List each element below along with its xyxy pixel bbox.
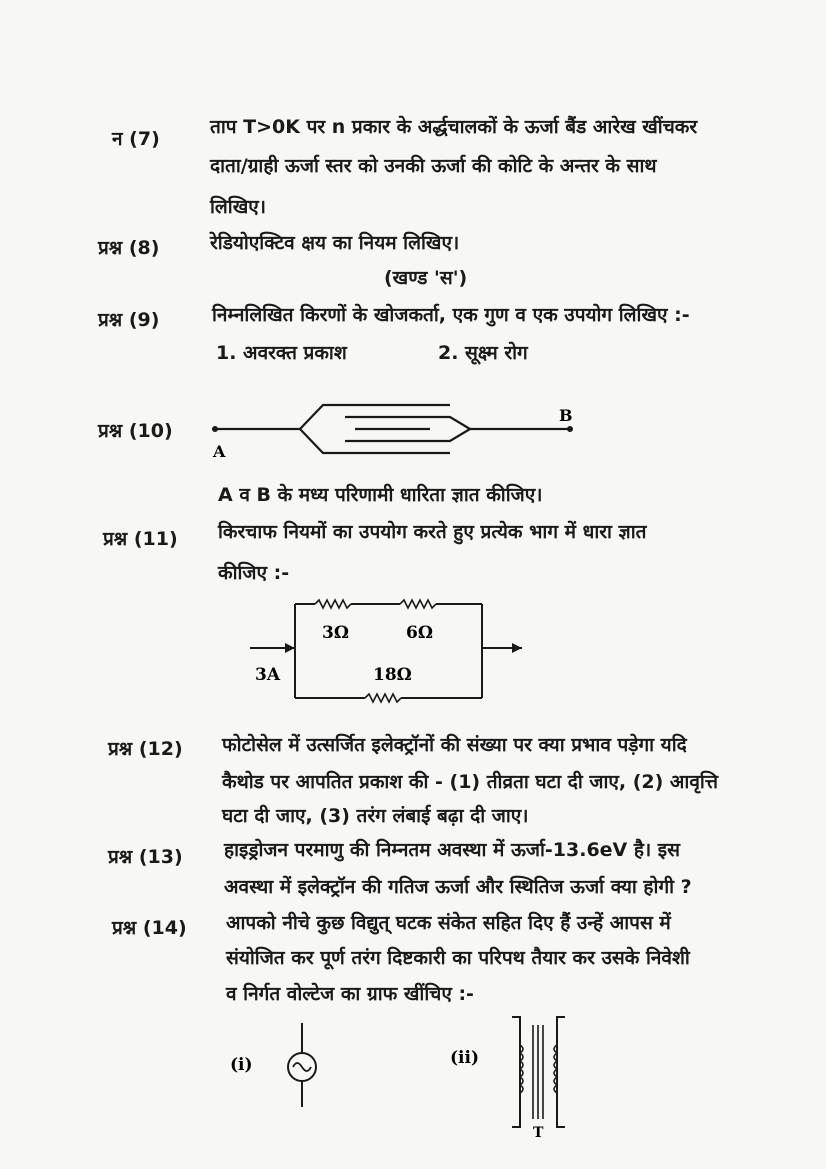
question-12-line-1: फोटोसेल में उत्सर्जित इलेक्ट्रॉनों की संख्या पर क्या प्रभाव पड़ेगा यदि (222, 734, 687, 756)
label-18-ohm: 18Ω (373, 665, 412, 685)
question-8-label: प्रश्न (8) (98, 237, 160, 259)
question-12-line-3: घटा दी जाए, (3) तरंग लंबाई बढ़ा दी जाए। (222, 805, 529, 827)
question-12-label: प्रश्न (12) (108, 738, 183, 760)
question-10-label: प्रश्न (10) (98, 420, 173, 442)
question-10-line-1: A व B के मध्य परिणामी धारिता ज्ञात कीजिए। (218, 484, 543, 506)
question-7-line-3: लिखिए। (210, 196, 266, 218)
question-9-item-1: 1. अवरक्त प्रकाश (216, 342, 347, 364)
question-14-line-3: व निर्गत वोल्टेज का ग्राफ खींचिए :- (226, 983, 474, 1005)
question-14-line-1: आपको नीचे कुछ विद्युत् घटक संकेत सहित दिए हैं उन्हें आपस में (226, 912, 671, 934)
label-6-ohm: 6Ω (406, 623, 433, 643)
label-a: A (213, 442, 226, 461)
question-11-line-1: किरचाफ नियमों का उपयोग करते हुए प्रत्येक भाग में धारा ज्ञात (218, 521, 647, 543)
question-8-line-1: रेडियोएक्टिव क्षय का नियम लिखिए। (210, 232, 460, 254)
component-2-label: (ii) (450, 1048, 480, 1068)
label-3-ohm: 3Ω (322, 623, 349, 643)
label-current: 3A (255, 665, 281, 685)
resistor-18-ohm-symbol (365, 694, 401, 702)
capacitor-figure (205, 395, 595, 470)
question-9-item-2: 2. सूक्ष्म रोग (438, 342, 528, 364)
transformer-secondary-coil (554, 1045, 557, 1093)
question-13-line-1: हाइड्रोजन परमाणु की निम्नतम अवस्था में ऊर्जा-13.6eV है। इस (224, 839, 680, 861)
question-13-label: प्रश्न (13) (108, 846, 183, 868)
plate-right-bottom (345, 429, 470, 441)
transformer-label: T (533, 1125, 544, 1140)
plate-right-top (345, 417, 470, 429)
question-11-line-2: कीजिए :- (218, 562, 290, 584)
question-14-label: प्रश्न (14) (112, 917, 187, 939)
components-figure (220, 1015, 580, 1140)
resistor-3-ohm-symbol (315, 600, 351, 608)
section-heading: (खण्ड 'स') (384, 267, 468, 289)
question-9-label: प्रश्न (9) (98, 309, 160, 331)
question-14-line-2: संयोजित कर पूर्ण तरंग दिष्टकारी का परिपथ तैयार कर उसके निवेशी (226, 947, 690, 969)
kirchhoff-circuit (250, 590, 540, 705)
question-9-line-1: निम्नलिखित किरणों के खोजकर्ता, एक गुण व एक उपयोग लिखिए :- (212, 304, 690, 326)
transformer-secondary-lead (557, 1017, 565, 1127)
label-b: B (559, 406, 573, 425)
question-11-label: प्रश्न (11) (103, 528, 178, 550)
question-7-label: न (7) (112, 128, 160, 150)
input-arrow-icon (285, 643, 295, 653)
question-13-line-2: अवस्था में इलेक्ट्रॉन की गतिज ऊर्जा और स्थितिज ऊर्जा क्या होगी ? (224, 876, 692, 898)
question-12-line-2: कैथोड पर आपतित प्रकाश की - (1) तीव्रता घटा दी जाए, (2) आवृत्ति (222, 771, 718, 793)
resistor-6-ohm-symbol (400, 600, 436, 608)
component-1-label: (i) (230, 1055, 253, 1075)
transformer-primary-coil (520, 1045, 523, 1093)
question-7-line-2: दाता/ग्राही ऊर्जा स्तर को उनकी ऊर्जा की कोटि के अन्तर के साथ (210, 155, 657, 177)
output-arrow-icon (512, 643, 522, 653)
transformer-primary-lead (512, 1017, 520, 1127)
question-7-line-1: ताप T>0K पर n प्रकार के अर्द्धचालकों के ऊर्जा बैंड आरेख खींचकर (210, 116, 698, 138)
ac-wave-icon (293, 1063, 311, 1071)
